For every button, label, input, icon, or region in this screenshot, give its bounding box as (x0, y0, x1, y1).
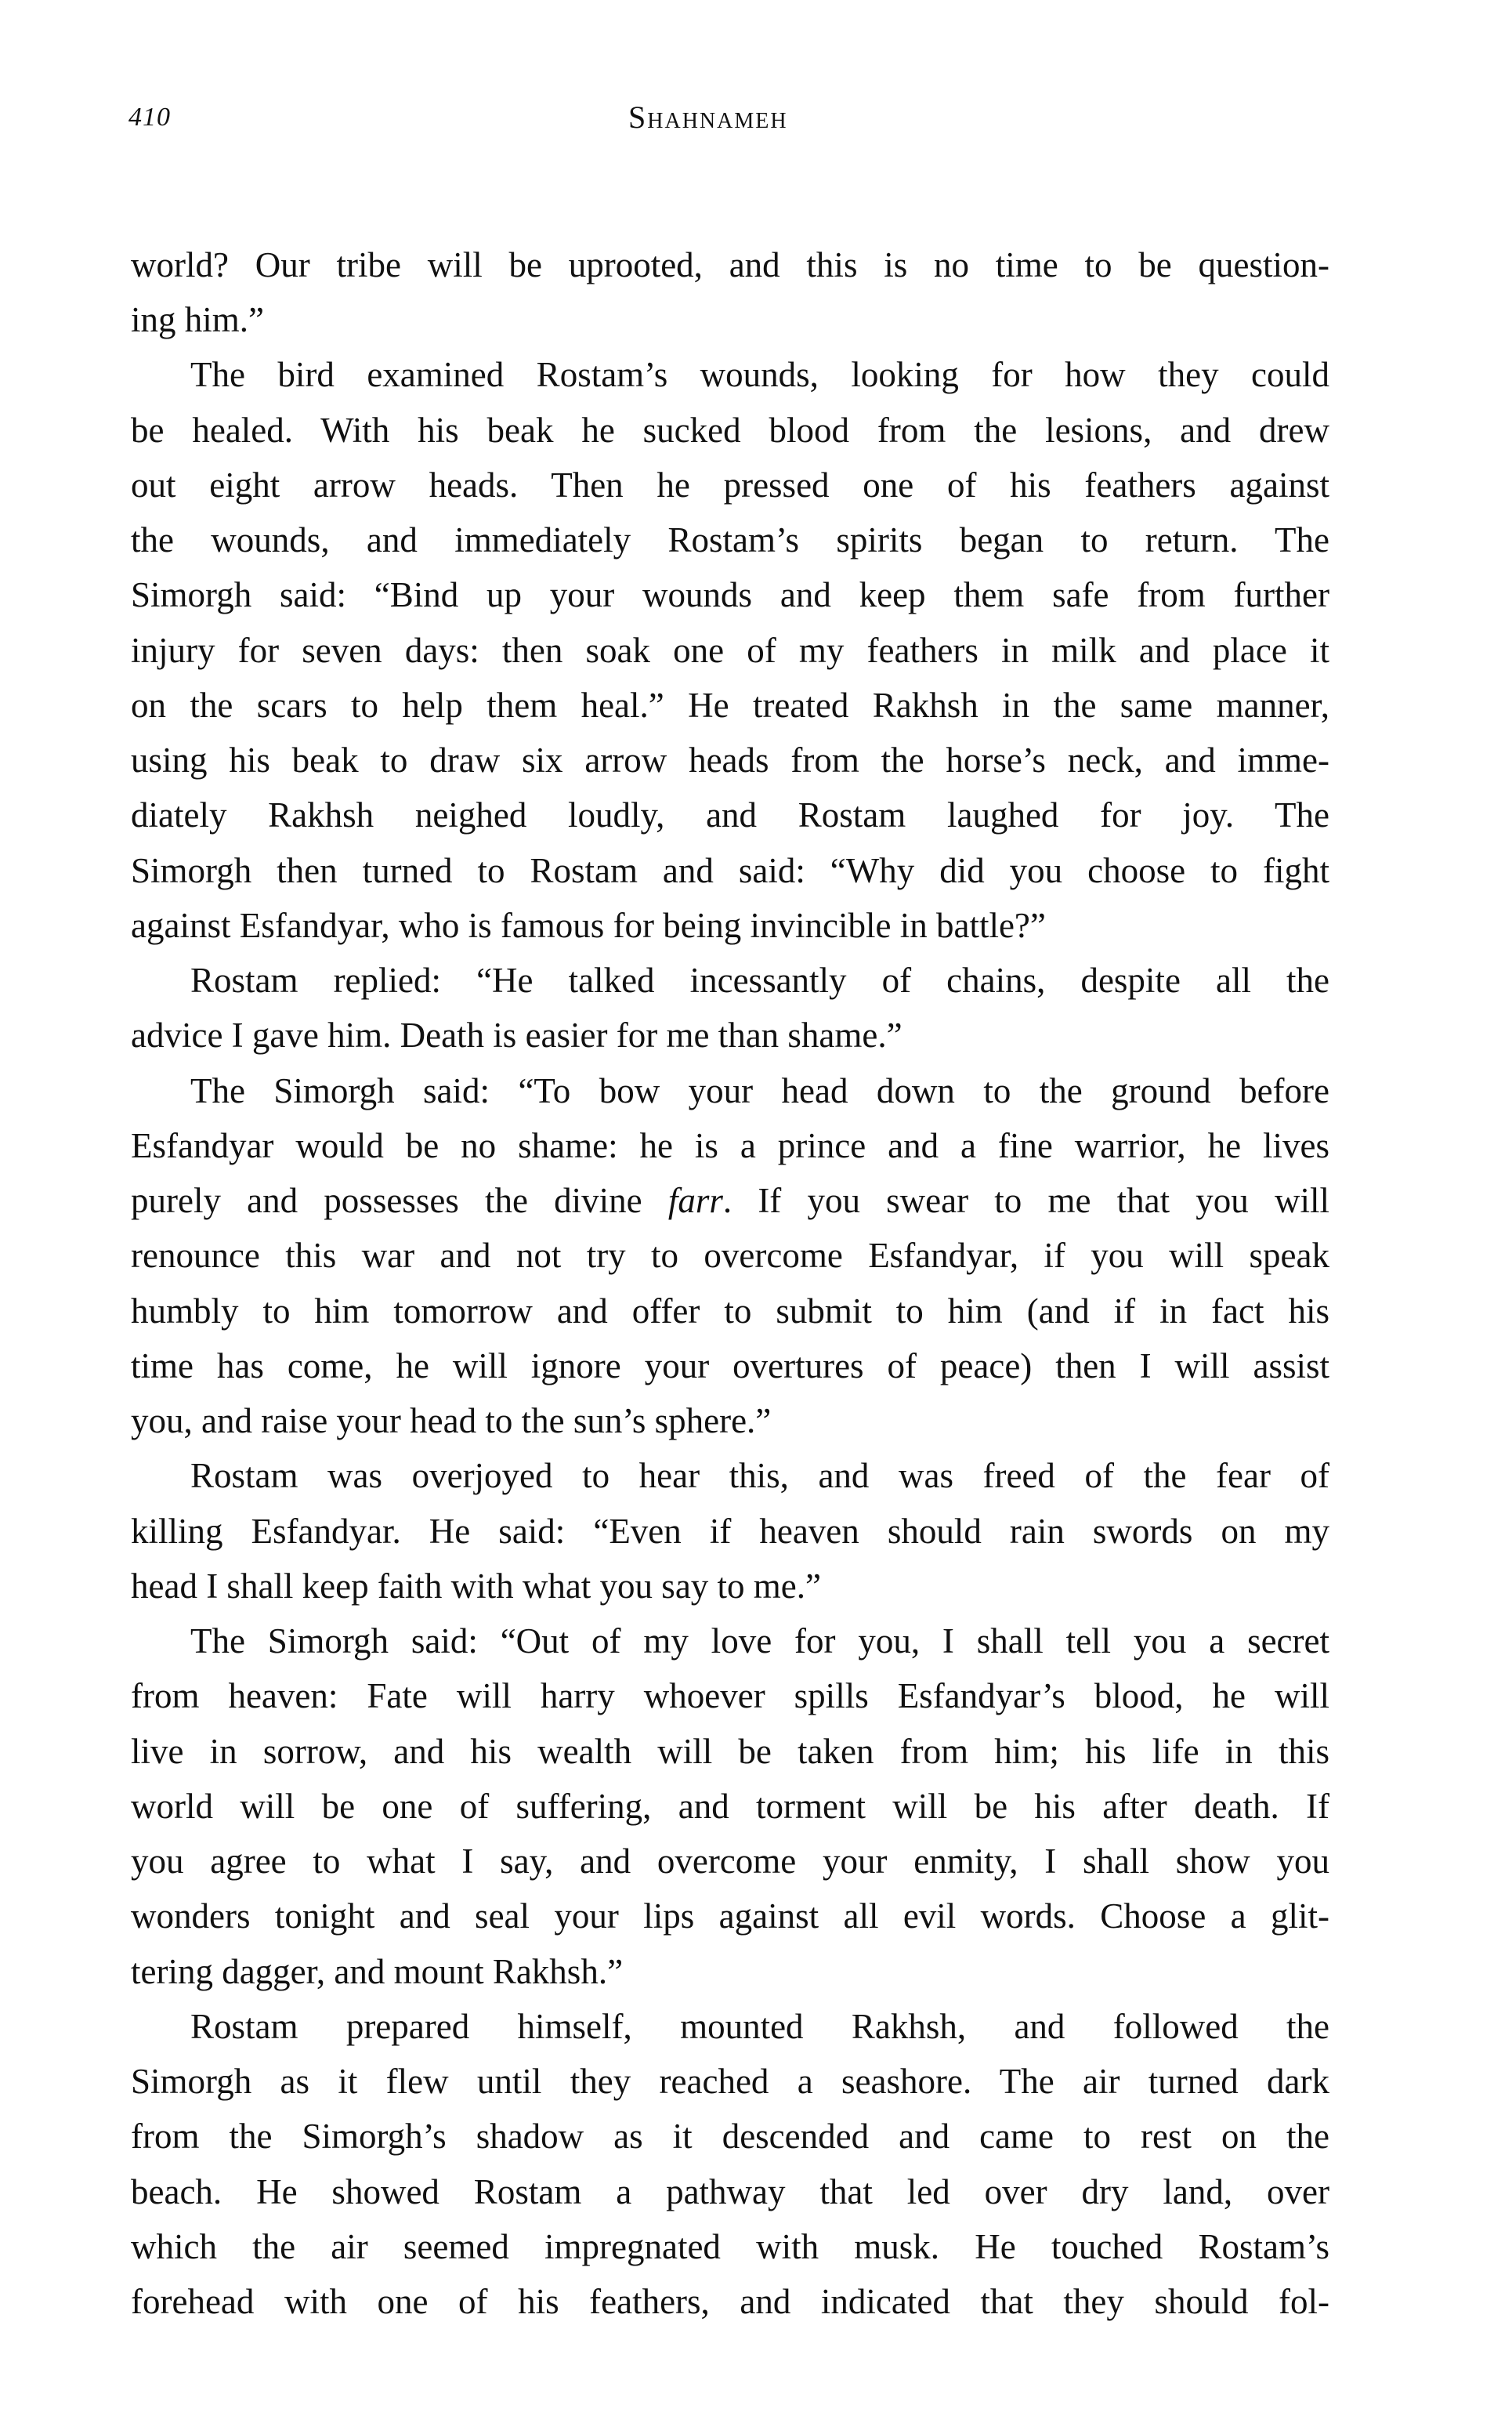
text-line: you, and raise your head to the sun’s sphere.” (131, 1401, 772, 1440)
text-line: head I shall keep faith with what you say to me.” (131, 1566, 821, 1606)
text-line: against Esfandyar, who is famous for being invincible in battle?” (131, 906, 1046, 945)
text-line: Esfandyar would be no shame: he is a prince and a fine warrior, he lives (131, 1126, 1329, 1165)
text-line: forehead with one of his feathers, and indicated that they should fol- (131, 2282, 1329, 2321)
text-line: world will be one of suffering, and torment will be his after death. If (131, 1787, 1329, 1826)
text-segment: purely and possesses the divine (131, 1181, 668, 1220)
paragraph-start-line: Rostam prepared himself, mounted Rakhsh, and followed the (190, 2007, 1329, 2046)
text-line: which the air seemed impregnated with musk. He touched Rostam’s (131, 2227, 1329, 2266)
text-line: be healed. With his beak he sucked blood from the lesions, and drew (131, 411, 1329, 450)
text-line-with-italic (131, 1177, 1329, 1224)
text-line: on the scars to help them heal.” He treated Rakhsh in the same manner, (131, 686, 1329, 725)
text-line: diately Rakhsh neighed loudly, and Rostam laughed for joy. The (131, 795, 1329, 835)
paragraph-start-line: The Simorgh said: “Out of my love for you, I shall tell you a secret (190, 1621, 1329, 1661)
text-segment: . If you swear to me that you will (722, 1181, 1329, 1220)
paragraph-start-line: Rostam was overjoyed to hear this, and was freed of the fear of (190, 1456, 1329, 1495)
text-line: wonders tonight and seal your lips against all evil words. Choose a glit- (131, 1896, 1329, 1936)
text-line: beach. He showed Rostam a pathway that led over dry land, over (131, 2172, 1329, 2211)
running-head (0, 0, 1512, 157)
text-line: out eight arrow heads. Then he pressed one of his feathers against (131, 465, 1329, 505)
text-line: live in sorrow, and his wealth will be taken from him; his life in this (131, 1732, 1329, 1771)
text-line: Simorgh said: “Bind up your wounds and keep them safe from further (131, 575, 1329, 614)
paragraph-start-line: Rostam replied: “He talked incessantly of chains, despite all the (190, 961, 1329, 1000)
text-line: killing Esfandyar. He said: “Even if heaven should rain swords on my (131, 1512, 1329, 1551)
text-line: using his beak to draw six arrow heads from the horse’s neck, and imme- (131, 741, 1329, 780)
text-line: time has come, he will ignore your overtures of peace) then I will assist (131, 1346, 1329, 1385)
text-line: advice I gave him. Death is easier for me than shame.” (131, 1016, 902, 1055)
text-line: ing him.” (131, 300, 264, 339)
text-line: tering dagger, and mount Rakhsh.” (131, 1952, 624, 1991)
paragraph-start-line: The Simorgh said: “To bow your head down to the ground before (190, 1071, 1329, 1110)
paragraph-start-line: The bird examined Rostam’s wounds, looking for how they could (190, 355, 1329, 394)
text-line: from heaven: Fate will harry whoever spills Esfandyar’s blood, he will (131, 1676, 1329, 1715)
running-title: Shahnameh (628, 100, 788, 135)
text-line: Simorgh as it flew until they reached a seashore. The air turned dark (131, 2062, 1329, 2101)
text-line: the wounds, and immediately Rostam’s spirits began to return. The (131, 520, 1329, 560)
text-line: humbly to him tomorrow and offer to submit to him (and if in fact his (131, 1291, 1329, 1331)
text-line: from the Simorgh’s shadow as it descended and came to rest on the (131, 2117, 1329, 2156)
italic-term-farr: farr (667, 1181, 723, 1220)
text-line: you agree to what I say, and overcome your enmity, I shall show you (131, 1842, 1329, 1881)
text-line: Simorgh then turned to Rostam and said: “Why did you choose to fight (131, 851, 1329, 890)
text-line: renounce this war and not try to overcome Esfandyar, if you will speak (131, 1236, 1329, 1275)
page-number: 410 (128, 103, 171, 132)
text-line: world? Our tribe will be uprooted, and this is no time to be question- (131, 245, 1329, 284)
text-line: injury for seven days: then soak one of my feathers in milk and place it (131, 631, 1329, 670)
